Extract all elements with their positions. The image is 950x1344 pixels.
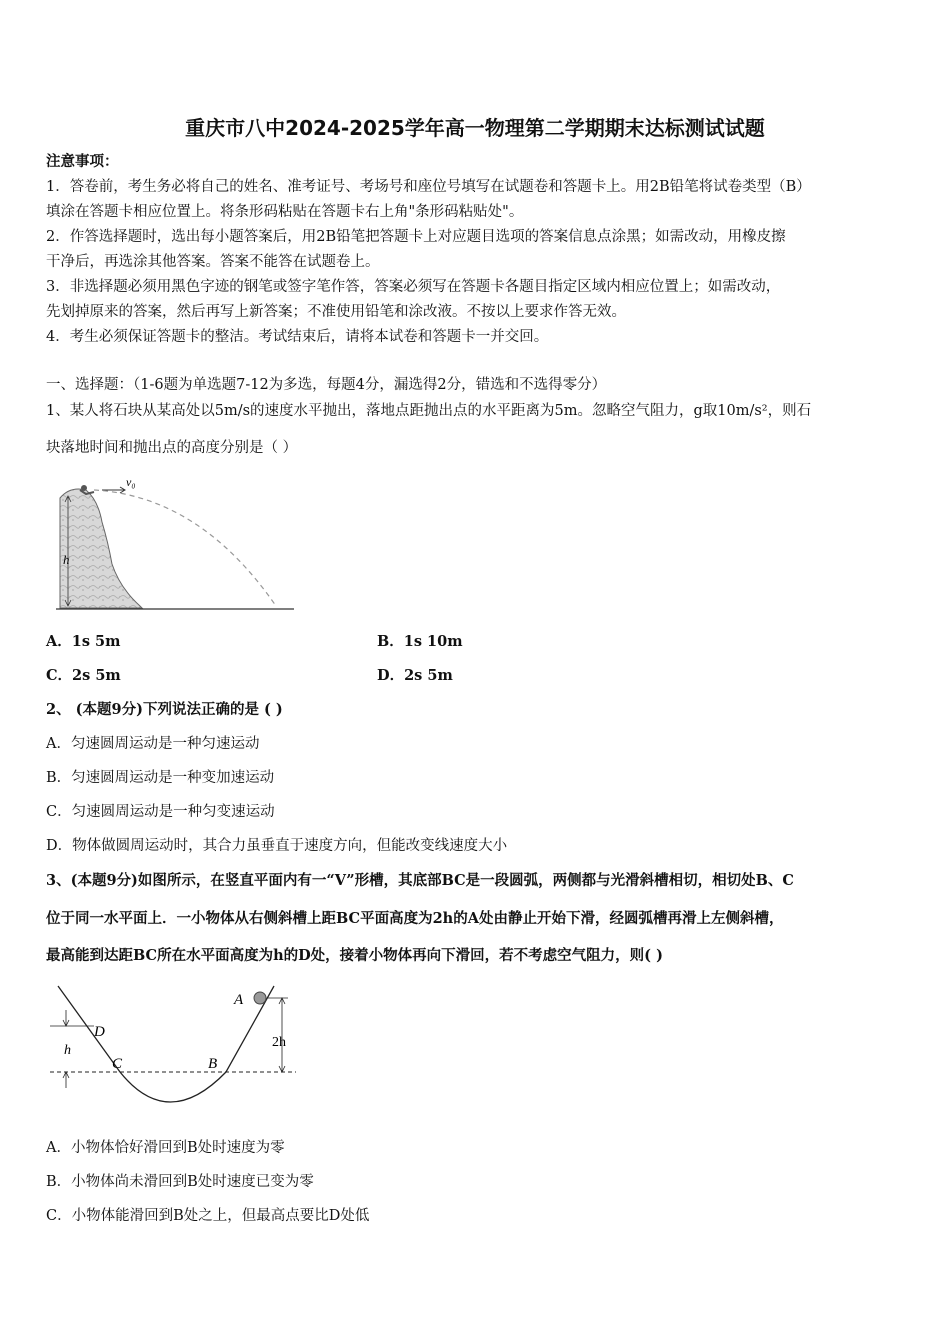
q1-stem-line-1: 1、某人将石块从某高处以5m/s的速度水平抛出，落地点距抛出点的水平距离为5m。忽略空气阻力，g取10m/s²，则石	[46, 403, 812, 419]
q2-option-a[interactable]: A．匀速圆周运动是一种匀速运动	[46, 736, 260, 752]
cliff-shape	[60, 489, 142, 608]
q3-groove-figure	[50, 980, 310, 1112]
q1-cliff-figure	[50, 472, 300, 614]
q1-option-d[interactable]: D．2s 5m	[377, 667, 453, 684]
q2-option-d[interactable]: D．物体做圆周运动时，其合力虽垂直于速度方向，但能改变线速度大小	[46, 838, 508, 854]
notice-heading: 注意事项：	[46, 153, 119, 170]
q1-h-label: h	[63, 552, 70, 567]
q3-b-label: B	[208, 1056, 218, 1072]
q1-option-a[interactable]: A．1s 5m	[46, 633, 121, 650]
q3-stem-line-3: 最高能到达距BC所在水平面高度为h的D处，接着小物体再向下滑回，若不考虑空气阻力，则( )	[46, 947, 663, 964]
notice-line-3: 2．作答选择题时，选出每小题答案后，用2B铅笔把答题卡上对应题目选项的答案信息点涂黑；如需改动，用橡皮擦	[46, 229, 786, 245]
q1-option-c[interactable]: C．2s 5m	[46, 667, 121, 684]
notice-line-7: 4．考生必须保证答题卡的整洁。考试结束后，请将本试卷和答题卡一并交回。	[46, 329, 549, 345]
q3-2h-label: 2h	[272, 1035, 286, 1050]
q1-v0-label: v₀	[126, 475, 136, 489]
section-heading: 一、选择题：（1-6题为单选题7-12为多选，每题4分，漏选得2分，错选和不选得零分）	[46, 377, 607, 393]
q1-option-b[interactable]: B．1s 10m	[377, 633, 463, 650]
q3-d-label: D	[94, 1024, 105, 1040]
q1-stem-line-2: 块落地时间和抛出点的高度分别是（ ）	[46, 440, 298, 456]
q3-option-a[interactable]: A．小物体恰好滑回到B处时速度为零	[46, 1140, 285, 1156]
notice-line-5: 3．非选择题必须用黑色字迹的钢笔或签字笔作答，答案必须写在答题卡各题目指定区域内相应位置上；如需改动，	[46, 279, 781, 295]
q3-option-c[interactable]: C．小物体能滑回到B处之上，但最高点要比D处低	[46, 1208, 370, 1224]
q3-option-b[interactable]: B．小物体尚未滑回到B处时速度已变为零	[46, 1174, 314, 1190]
q2-stem: 2、 (本题9分)下列说法正确的是 ( )	[46, 701, 283, 718]
q3-stem-line-1: 3、(本题9分)如图所示，在竖直平面内有一“V”形槽，其底部BC是一段圆弧，两侧都与光滑斜槽相切，相切处B、C	[46, 872, 794, 889]
notice-line-2: 填涂在答题卡相应位置上。将条形码粘贴在答题卡右上角"条形码粘贴处"。	[46, 204, 524, 220]
q3-h-label: h	[64, 1043, 71, 1058]
q2-option-b[interactable]: B．匀速圆周运动是一种变加速运动	[46, 770, 275, 786]
q3-c-label: C	[112, 1056, 123, 1072]
ball-icon	[254, 992, 266, 1004]
notice-line-1: 1．答卷前，考生务必将自己的姓名、准考证号、考场号和座位号填写在试题卷和答题卡上。用2B铅笔将试卷类型（B）	[46, 179, 811, 195]
q3-stem-line-2: 位于同一水平面上．一小物体从右侧斜槽上距BC平面高度为2h的A处由静止开始下滑，经圆弧槽再滑上左侧斜槽，	[46, 910, 784, 927]
q2-option-c[interactable]: C．匀速圆周运动是一种匀变速运动	[46, 804, 275, 820]
notice-line-4: 干净后，再选涂其他答案。答案不能答在试题卷上。	[46, 254, 380, 270]
page-title: 重庆市八中2024-2025学年高一物理第二学期期末达标测试试题	[185, 116, 765, 140]
notice-line-6: 先划掉原来的答案，然后再写上新答案；不准使用铅笔和涂改液。不按以上要求作答无效。	[46, 304, 626, 320]
q3-a-label: A	[234, 992, 244, 1008]
